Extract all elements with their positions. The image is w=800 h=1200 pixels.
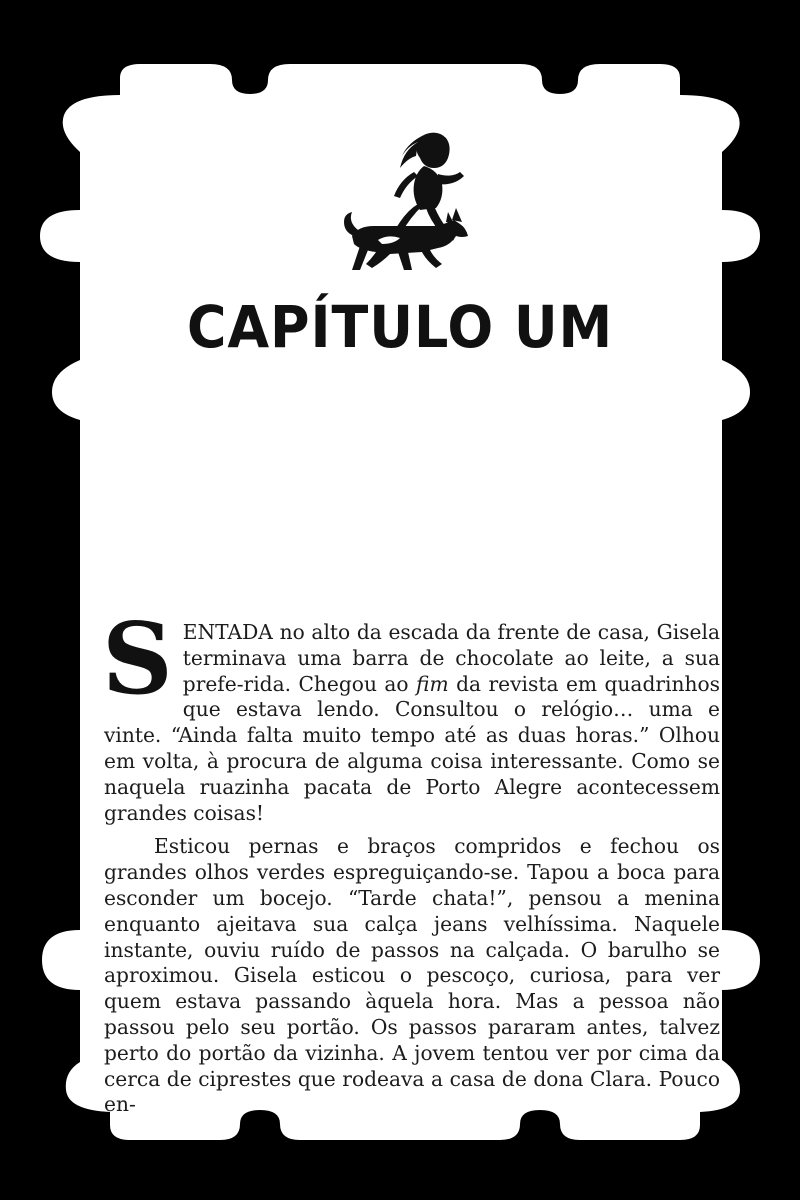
paragraph-2: Esticou pernas e braços compridos e fechou os grandes olhos verdes espreguiçando-se. Tapou a boca para esconder um bocejo. “Tarde chata!”, pensou a menina enquanto ajeitava sua calça jeans velhíssima. Naquele instante, ouviu ruído de passos na calçada. O barulho se aproximou. Gisela esticou o pescoço, curiosa, para ver quem estava passando àquela hora. Mas a pessoa não passou pelo seu portão. Os passos pararam antes, talvez perto do portão da vizinha. A jovem tentou ver por cima da cerca de ciprestes que rodeava a casa de dona Clara. Pouco en- [104, 834, 720, 1117]
chapter-title: CAPÍTULO UM [186, 293, 614, 361]
paragraph-1 [102, 602, 720, 826]
italic-word: fim [416, 671, 449, 696]
girl-running-with-dog-icon [338, 128, 474, 280]
paragraph-1-text: ENTADA no alto da escada da frente de casa, Gisela terminava uma barra de chocolate ao leite, a sua prefe-rida. Chegou ao [182, 620, 720, 696]
drop-cap: S [102, 602, 173, 717]
paragraph-1-rest: da revista em quadrinhos que estava lendo. Consultou o relógio… uma e vinte. “Ainda falta muito tempo até as duas horas.” Olhou em volta, à procura de alguma coisa interessante. Como se naquela ruazinha pacata de Porto Alegre acontecessem grandes coisas! [104, 671, 720, 825]
chapter-body-text [102, 602, 720, 1118]
